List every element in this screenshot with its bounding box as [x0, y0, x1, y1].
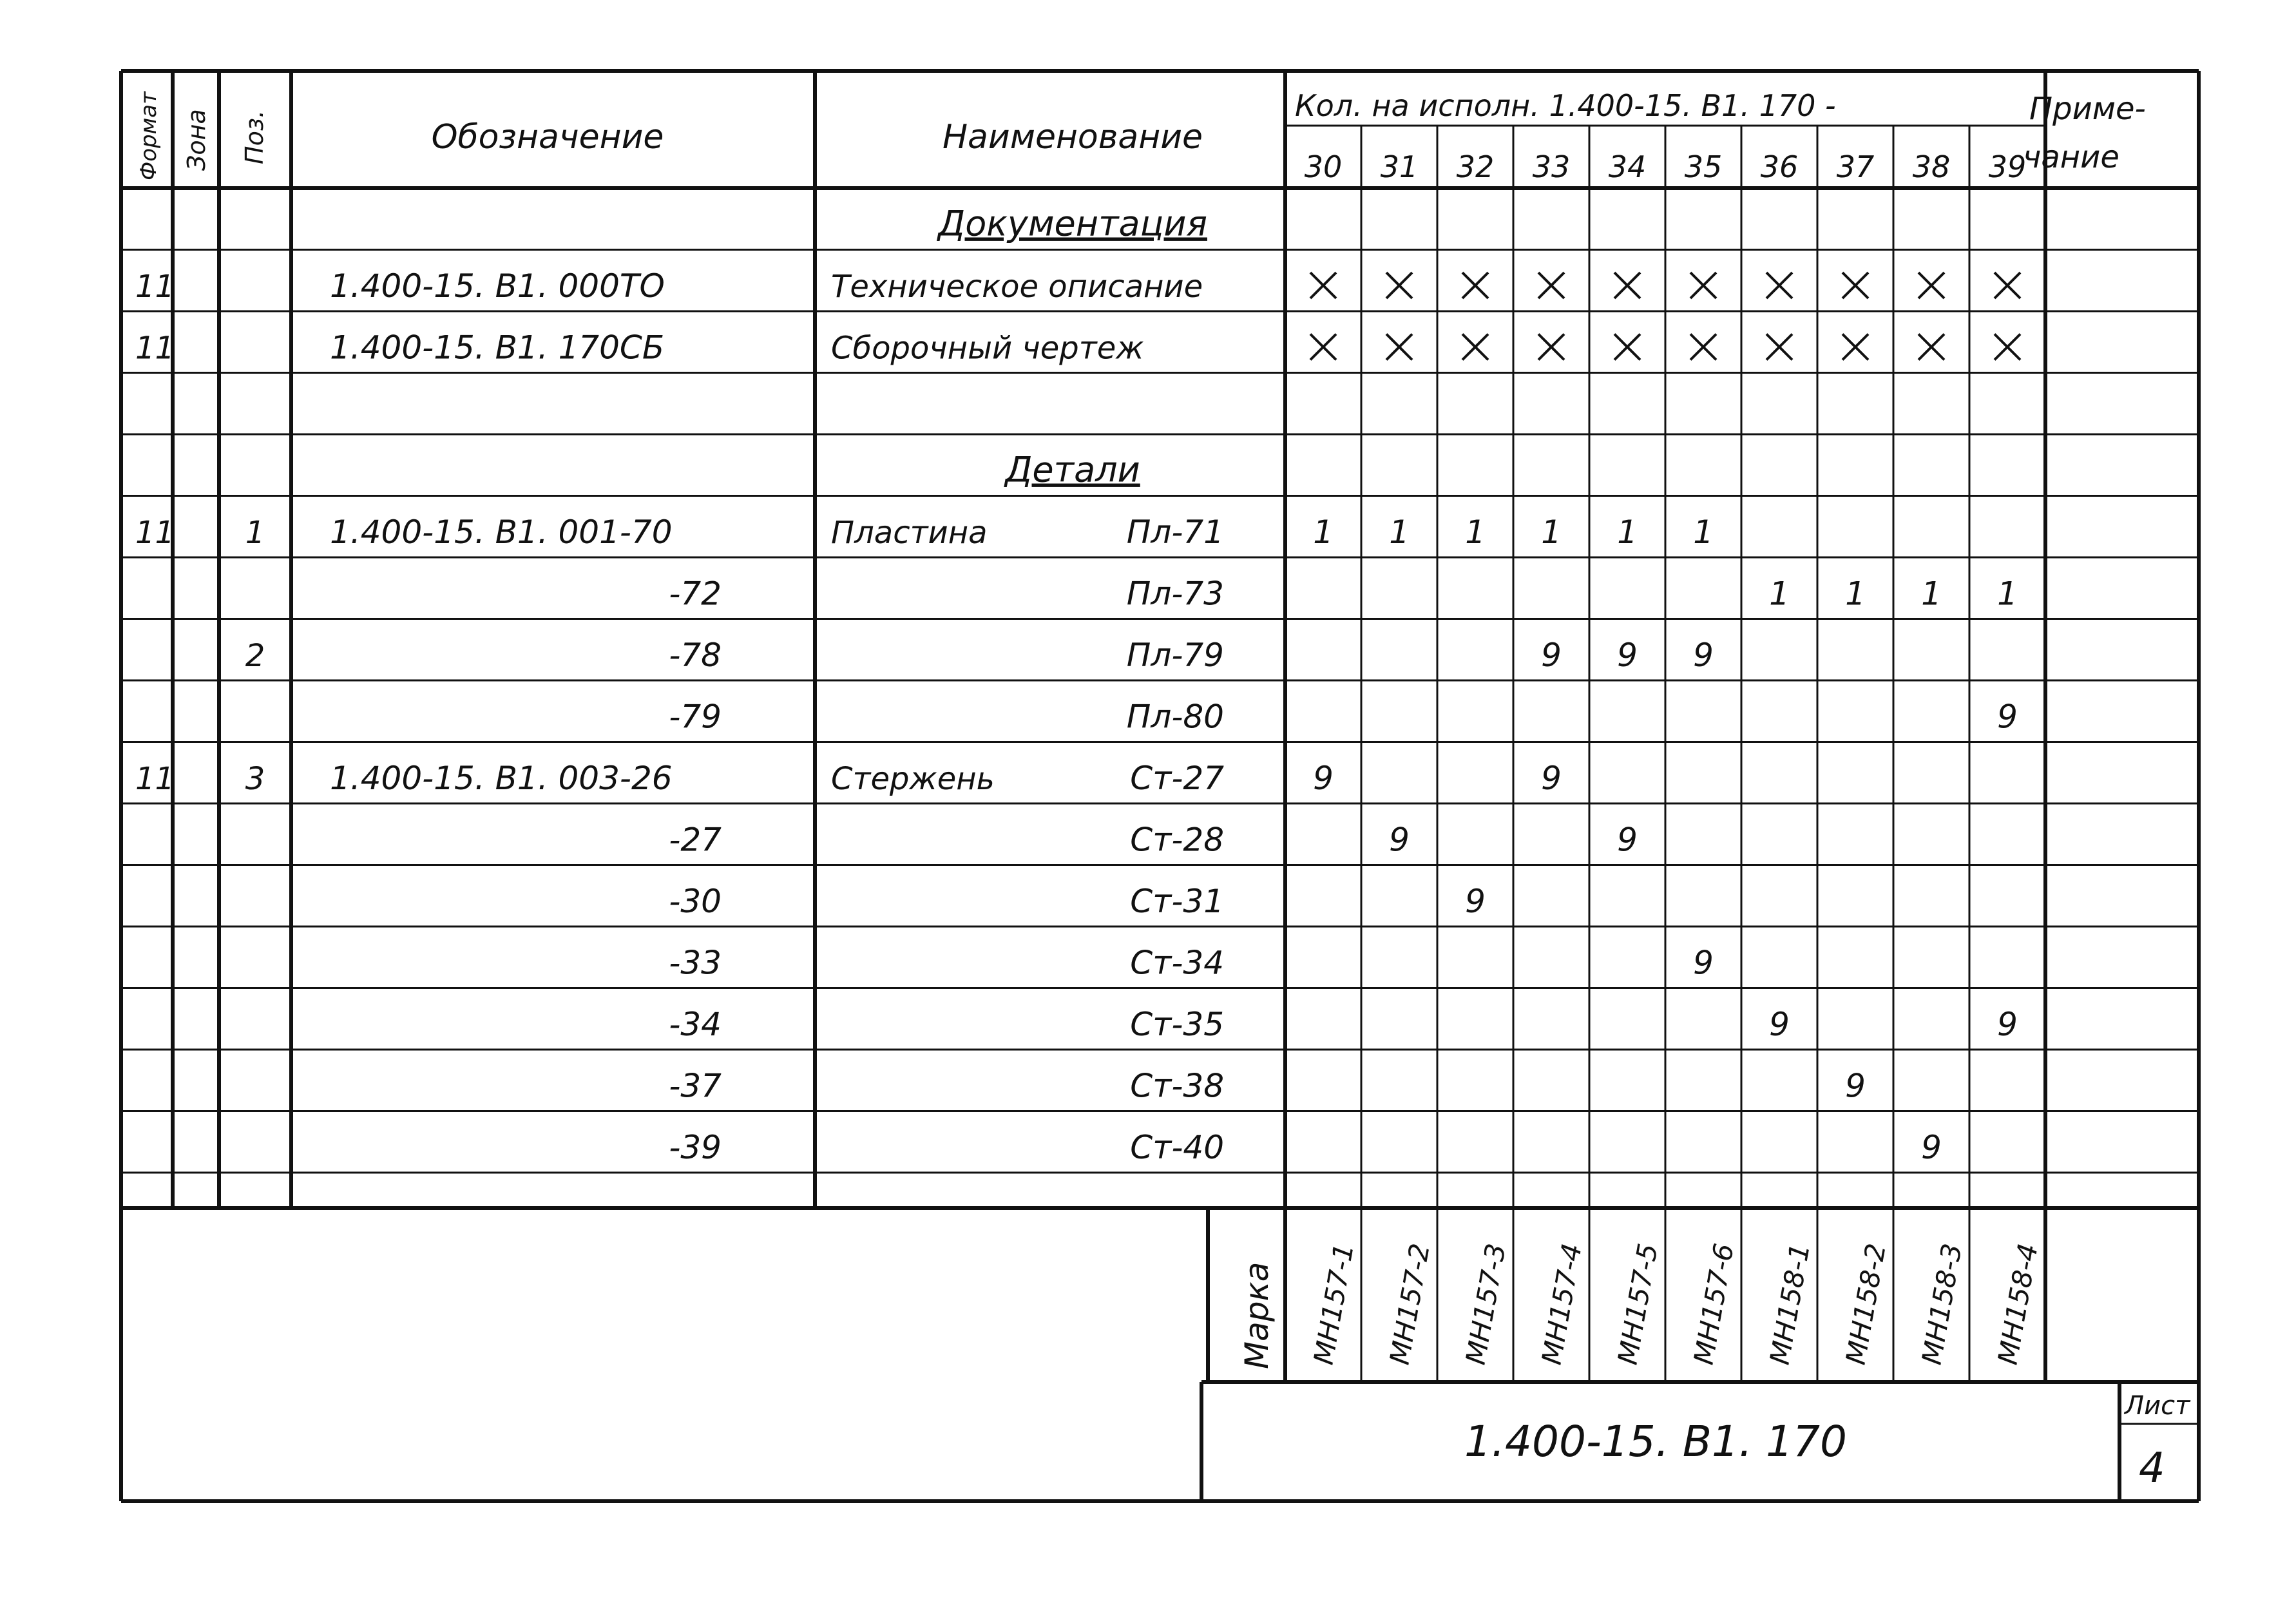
qty-value: × — [1399, 358, 1400, 360]
qty-value: 9 — [1617, 637, 1638, 674]
row-position: 2 — [245, 638, 265, 674]
variant-header-38: 38 — [1912, 149, 1951, 184]
row-name-suffix: Пл-71 — [1126, 514, 1224, 551]
qty-cross-mark — [1614, 334, 1640, 360]
qty-value: × — [1323, 358, 1324, 360]
qty-value: × — [2007, 358, 2008, 360]
header-note-line1: Приме- — [2029, 91, 2146, 127]
qty-value: × — [2007, 297, 2008, 298]
header-format: Формат — [136, 91, 162, 180]
qty-value: 1 — [1997, 575, 2018, 613]
qty-cross-mark — [1538, 273, 1564, 298]
variant-header-34: 34 — [1608, 149, 1647, 184]
header-qty-title: Кол. на исполн. 1.400-15. В1. 170 - — [1295, 88, 1836, 123]
qty-cross-mark — [1842, 334, 1868, 360]
mark-МН158-2: МН158-2 — [1839, 1241, 1892, 1367]
row-designation: -78 — [669, 637, 722, 674]
qty-value: 9 — [1313, 760, 1334, 797]
table-header — [136, 88, 2146, 184]
qty-value: 9 — [1693, 944, 1714, 982]
qty-value: × — [1627, 358, 1628, 360]
qty-value: 9 — [1389, 821, 1410, 859]
qty-value: 1 — [1693, 514, 1714, 551]
row-format: 11 — [135, 515, 175, 551]
row-position: 3 — [245, 761, 265, 797]
mark-МН157-4: МН157-4 — [1535, 1241, 1588, 1367]
variant-header-35: 35 — [1684, 149, 1723, 184]
table-row — [669, 945, 1714, 982]
qty-value: 1 — [1617, 514, 1638, 551]
qty-value: × — [1779, 297, 1780, 298]
qty-value: 1 — [1541, 514, 1562, 551]
qty-value: 9 — [1465, 883, 1486, 920]
row-name-suffix: Ст-35 — [1130, 1006, 1224, 1043]
variant-header-39: 39 — [1988, 149, 2027, 184]
qty-cross-mark — [1918, 334, 1944, 360]
header-zone: Зона — [182, 109, 211, 171]
row-name-suffix: Ст-38 — [1130, 1067, 1224, 1105]
qty-value: 9 — [1541, 637, 1562, 674]
row-designation: 1.400-15. В1. 000ТО — [330, 267, 665, 305]
row-designation: 1.400-15. В1. 003-26 — [330, 760, 673, 797]
qty-cross-mark — [1310, 273, 1336, 298]
row-designation: -39 — [669, 1129, 722, 1166]
row-name-suffix: Ст-27 — [1130, 760, 1224, 797]
qty-value: × — [1475, 358, 1476, 360]
qty-cross-mark — [1766, 273, 1792, 298]
title-block — [1464, 1391, 2191, 1492]
qty-value: × — [1551, 358, 1552, 360]
qty-value: 9 — [1845, 1067, 1866, 1105]
qty-value: 1 — [1845, 575, 1866, 613]
row-name-suffix: Ст-31 — [1130, 883, 1224, 920]
qty-value: × — [1931, 358, 1932, 360]
qty-cross-mark — [1690, 334, 1716, 360]
variant-header-32: 32 — [1456, 149, 1495, 184]
qty-cross-mark — [1386, 334, 1412, 360]
variant-header-30: 30 — [1304, 149, 1343, 184]
qty-cross-mark — [1462, 273, 1488, 298]
row-name: Пластина — [831, 515, 988, 551]
qty-value: 9 — [1921, 1129, 1942, 1166]
table-row — [245, 637, 1714, 674]
variant-header-31: 31 — [1380, 149, 1419, 184]
section-title: Документация — [938, 203, 1207, 244]
qty-value: 9 — [1769, 1006, 1790, 1043]
row-designation: 1.400-15. В1. 170СБ — [330, 329, 665, 367]
marks-band — [1238, 1241, 2044, 1369]
mark-МН158-4: МН158-4 — [1991, 1241, 2044, 1367]
row-designation: -33 — [669, 944, 722, 982]
qty-value: 9 — [1617, 821, 1638, 859]
qty-value: × — [1475, 297, 1476, 298]
qty-cross-mark — [1310, 334, 1336, 360]
qty-cross-mark — [1766, 334, 1792, 360]
header-note-line2: чание — [2023, 139, 2119, 175]
qty-cross-mark — [1386, 273, 1412, 298]
row-name-suffix: Пл-79 — [1126, 637, 1224, 674]
qty-value: × — [1703, 297, 1704, 298]
table-row — [135, 329, 2020, 367]
row-format: 11 — [135, 761, 175, 797]
row-name-suffix: Ст-34 — [1130, 944, 1224, 982]
qty-value: × — [1399, 297, 1400, 298]
marks-values — [1308, 1241, 2044, 1367]
qty-value: 1 — [1921, 575, 1942, 613]
qty-value: 9 — [1541, 760, 1562, 797]
qty-cross-mark — [1995, 334, 2020, 360]
variant-header-33: 33 — [1532, 149, 1571, 184]
table-row — [669, 1068, 1866, 1105]
qty-value: × — [1855, 297, 1856, 298]
qty-value: 9 — [1997, 1006, 2018, 1043]
qty-cross-mark — [1918, 273, 1944, 298]
row-designation: -34 — [669, 1006, 722, 1043]
document-code: 1.400-15. В1. 170 — [1464, 1417, 1847, 1466]
section-title: Детали — [1005, 449, 1140, 490]
qty-cross-mark — [1614, 273, 1640, 298]
row-name-suffix: Пл-80 — [1126, 698, 1224, 736]
qty-value: 1 — [1465, 514, 1486, 551]
qty-cross-mark — [1842, 273, 1868, 298]
table-row — [669, 575, 2018, 613]
qty-value: 1 — [1389, 514, 1410, 551]
qty-value: × — [1323, 297, 1324, 298]
row-name-suffix: Пл-73 — [1126, 575, 1224, 613]
table-row — [135, 514, 1714, 551]
variant-header-37: 37 — [1836, 149, 1875, 184]
row-name: Сборочный чертеж — [831, 330, 1144, 367]
qty-value: × — [1931, 297, 1932, 298]
table-row — [669, 1129, 1942, 1166]
qty-value: 1 — [1313, 514, 1334, 551]
qty-cross-mark — [1538, 334, 1564, 360]
row-designation: -72 — [669, 575, 722, 613]
sheet-number: 4 — [2139, 1445, 2165, 1492]
header-pos: Поз. — [240, 110, 269, 164]
qty-value: 1 — [1769, 575, 1790, 613]
row-name: Техническое описание — [831, 269, 1203, 305]
row-designation: -37 — [669, 1067, 722, 1105]
row-designation: -27 — [669, 821, 722, 859]
mark-МН157-2: МН157-2 — [1383, 1241, 1436, 1367]
table-row — [135, 267, 2020, 305]
row-format: 11 — [135, 269, 175, 305]
qty-value: × — [1703, 358, 1704, 360]
qty-value: × — [1779, 358, 1780, 360]
qty-cross-mark — [1690, 273, 1716, 298]
mark-МН157-1: МН157-1 — [1307, 1241, 1360, 1367]
mark-МН158-3: МН158-3 — [1915, 1241, 1968, 1367]
table-row — [135, 760, 1562, 797]
table-body — [135, 204, 2020, 1167]
row-name: Стержень — [831, 761, 995, 797]
header-name: Наименование — [942, 118, 1203, 157]
row-position: 1 — [245, 515, 265, 551]
row-name-suffix: Ст-28 — [1130, 821, 1224, 859]
mark-МН157-6: МН157-6 — [1687, 1241, 1740, 1367]
mark-МН157-5: МН157-5 — [1611, 1241, 1664, 1367]
row-format: 11 — [135, 330, 175, 367]
table-row — [1004, 450, 1140, 490]
table-row — [669, 883, 1486, 920]
mark-МН157-3: МН157-3 — [1459, 1241, 1512, 1367]
row-name-suffix: Ст-40 — [1130, 1129, 1224, 1166]
row-designation: 1.400-15. В1. 001-70 — [330, 514, 673, 551]
variant-header-36: 36 — [1760, 149, 1799, 184]
table-row — [669, 698, 2018, 736]
qty-cross-mark — [1995, 273, 2020, 298]
row-designation: -30 — [669, 883, 722, 920]
marks-label: Марка — [1238, 1262, 1276, 1369]
row-designation: -79 — [669, 698, 722, 736]
qty-cross-mark — [1462, 334, 1488, 360]
table-row — [937, 204, 1207, 244]
table-row — [669, 1006, 2018, 1043]
qty-value: × — [1855, 358, 1856, 360]
qty-value: 9 — [1693, 637, 1714, 674]
sheet-label: Лист — [2125, 1391, 2190, 1421]
header-designation: Обозначение — [431, 118, 664, 157]
qty-value: × — [1627, 297, 1628, 298]
qty-value: 9 — [1997, 698, 2018, 736]
mark-МН158-1: МН158-1 — [1763, 1241, 1816, 1367]
qty-value: × — [1551, 297, 1552, 298]
